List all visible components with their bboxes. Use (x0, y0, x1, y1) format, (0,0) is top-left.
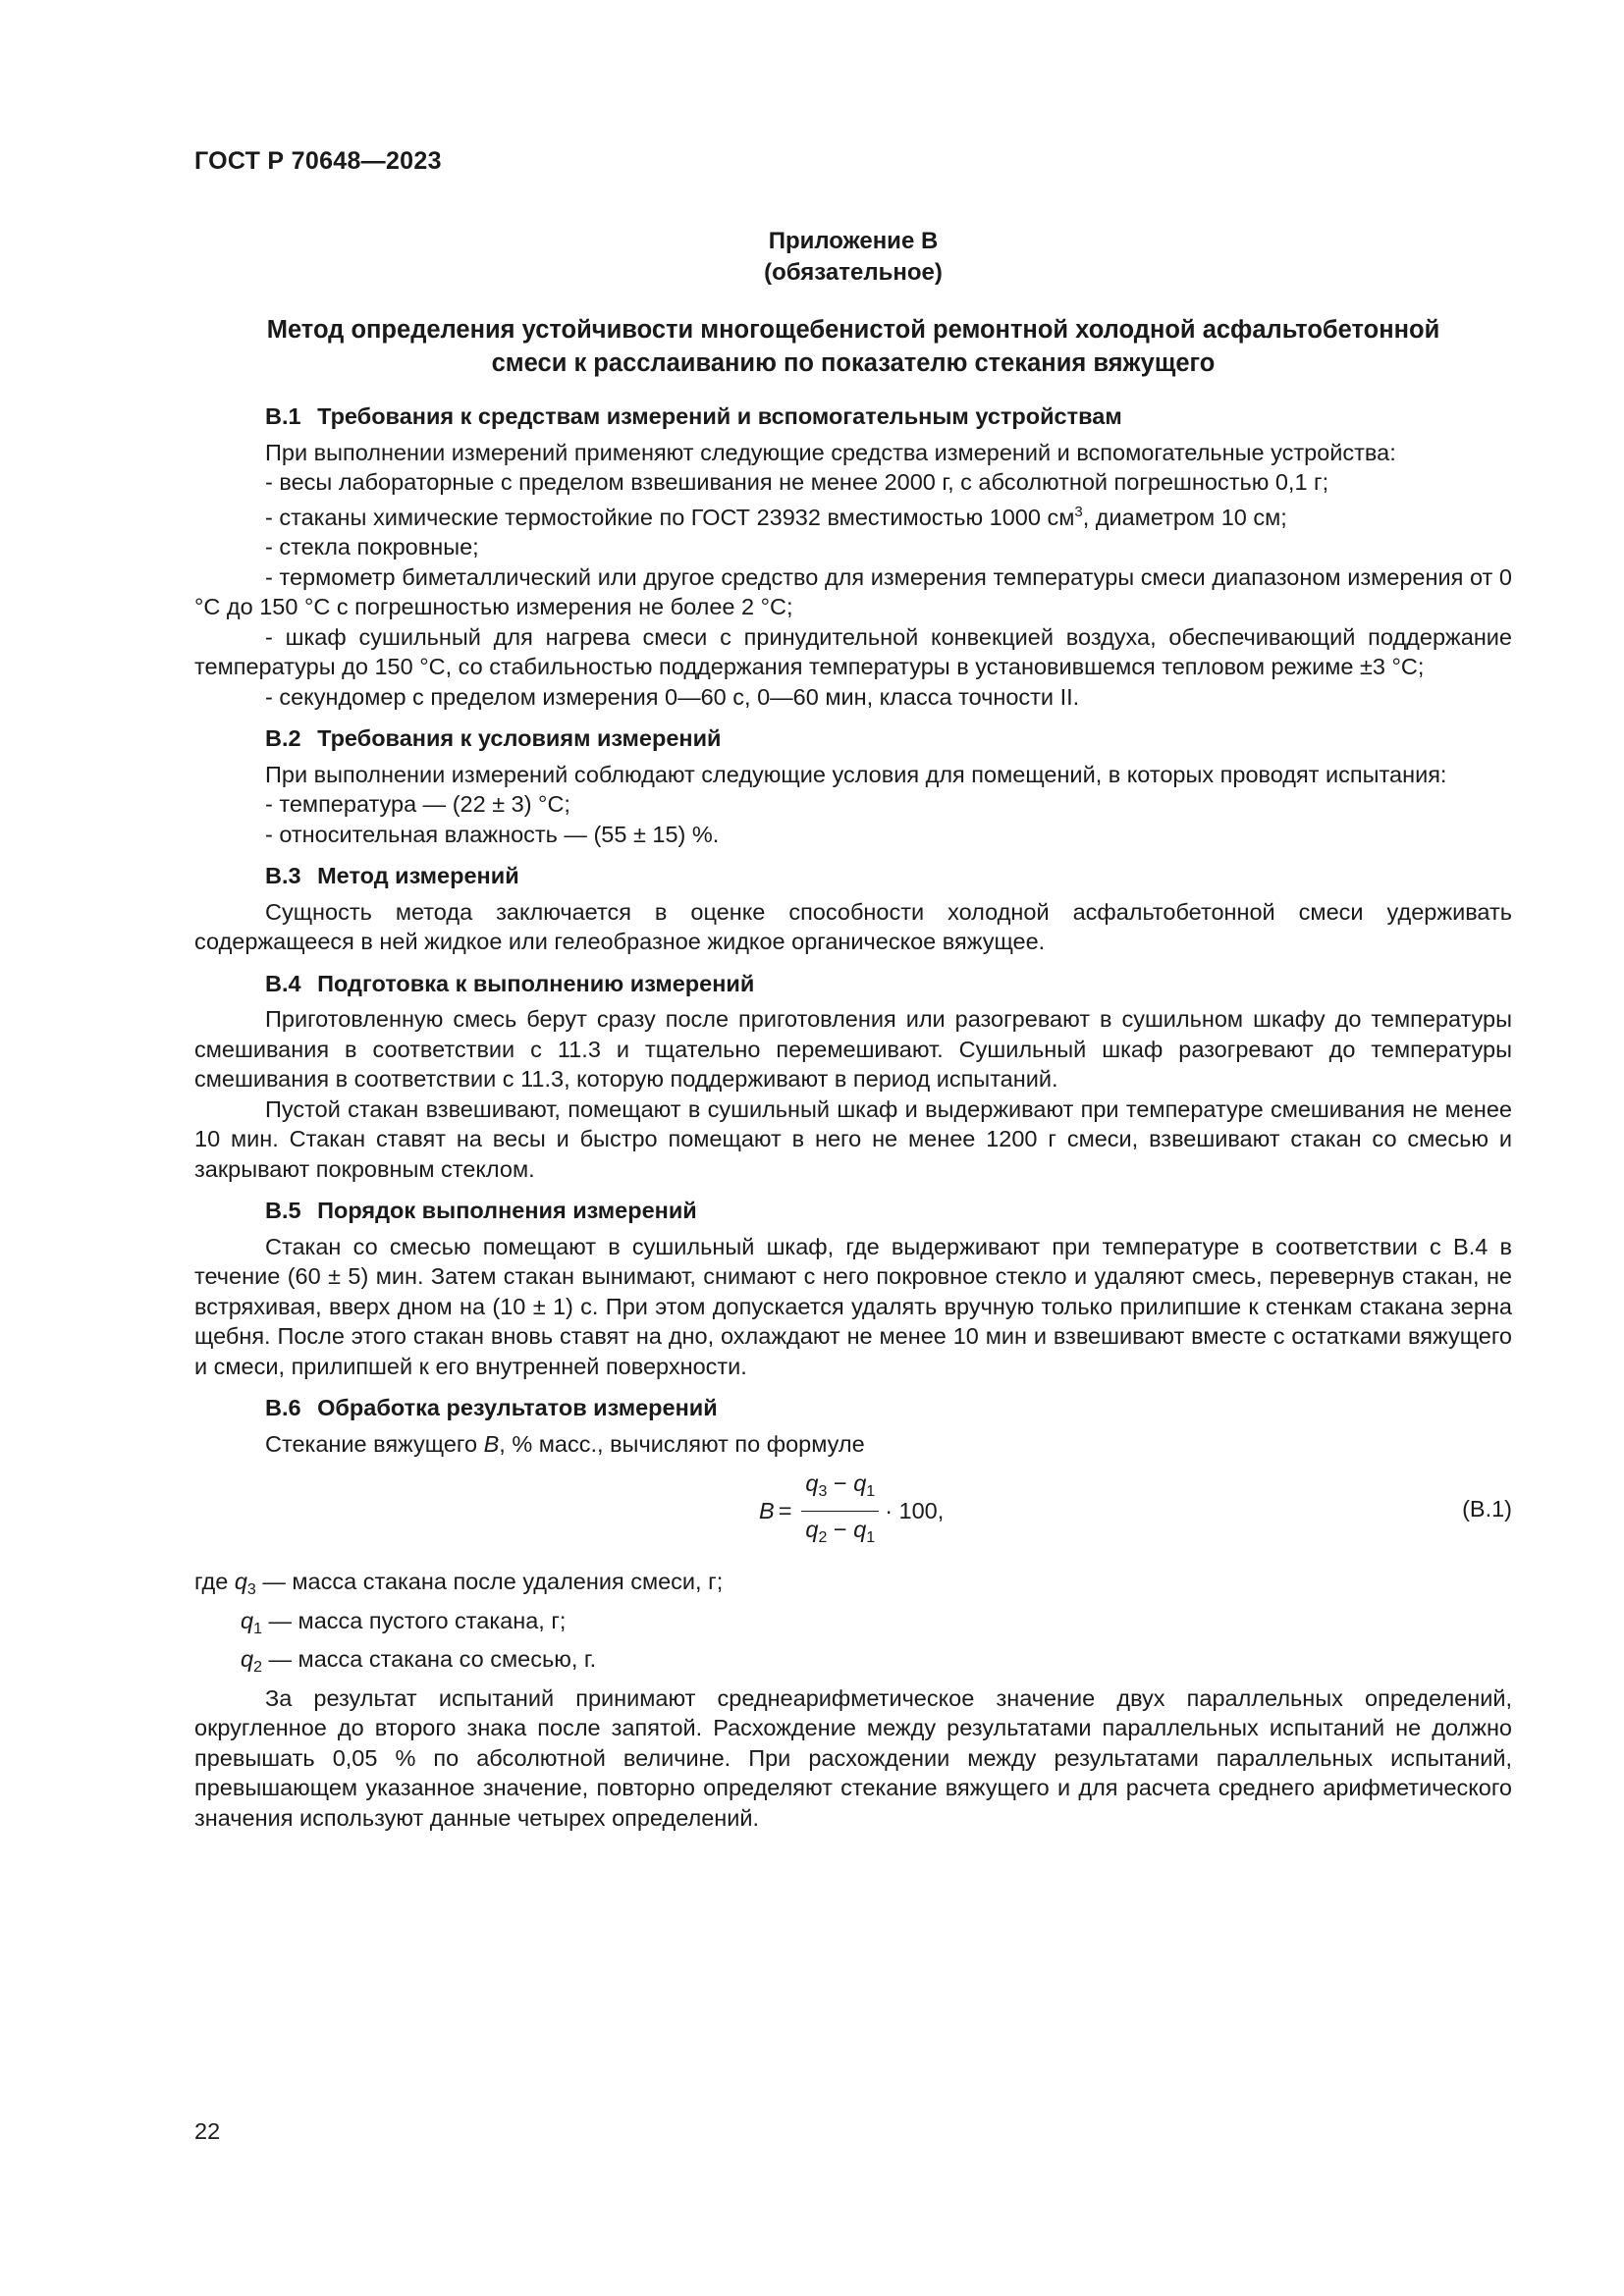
section-b4-paragraph2: Пустой стакан взвешивают, помещают в сушильный шкаф и выдерживают при температуре смешивания не менее 10 мин. Стакан ставят на весы и быстро помещают в него не менее 1200 г смеси, взвешивают стакан со смесью и закрывают покровным стеклом. (194, 1095, 1512, 1182)
section-b5-number: В.5 (265, 1198, 301, 1223)
where-prefix: где (194, 1569, 235, 1594)
section-b1-item4: - термометр биметаллический или другое средство для измерения температуры смеси диапазоном измерения от 0 °С до 150 °С с погрешностью измерения не более 2 °С; (194, 563, 1512, 619)
formula-equals: = (778, 1497, 792, 1523)
formula-denominator (801, 1512, 879, 1554)
numerator-var-a: q (805, 1470, 819, 1496)
section-b6-title: Обработка результатов измерений (317, 1395, 718, 1420)
denominator-operator: − (827, 1516, 854, 1542)
section-b6-intro-tail: , % масс., вычисляют по формуле (499, 1430, 865, 1457)
section-b4-paragraph1: Приготовленную смесь берут сразу после приготовления или разогревают в сушильном шкафу до температуры смешивания в соответствии с 11.3 и тщательно перемешивают. Сушильный шкаф разогревают до температуры смешивания в соответствии с 11.3, которую поддерживают в период испытаний. (194, 1006, 1512, 1092)
where-text-q3: — масса стакана после удаления смеси, г; (255, 1569, 724, 1594)
where-sub-q2: 2 (253, 1659, 262, 1676)
section-b4-heading (194, 969, 1512, 999)
standard-designation: ГОСТ Р 70648—2023 (194, 147, 442, 175)
section-b5-title: Порядок выполнения измерений (317, 1198, 697, 1223)
denominator-sub-a: 2 (818, 1528, 828, 1546)
numerator-operator: − (827, 1470, 854, 1496)
section-b1-item2-text: - стаканы химические термостойкие по ГОСТ 23932 вместимостью 1000 см (265, 504, 1075, 530)
denominator-var-b: q (853, 1516, 867, 1542)
denominator-var-a: q (805, 1516, 819, 1542)
denominator-sub-b: 1 (866, 1528, 876, 1546)
numerator-var-b: q (853, 1470, 867, 1496)
section-b1-item5: - шкаф сушильный для нагрева смеси с принудительной конвекцией воздуха, обеспечивающий поддержание температуры до 150 °С, со стабильностью поддержания температуры в установившемся тепловом режиме ±3 °С; (194, 623, 1512, 679)
section-b2-item2: - относительная влажность — (55 ± 15) %. (265, 821, 720, 847)
formula-expression (759, 1472, 944, 1549)
page-number: 22 (194, 2118, 221, 2144)
section-b3-heading (194, 861, 1512, 891)
where-q1 (194, 1606, 1512, 1645)
where-sub-q1: 1 (253, 1620, 262, 1637)
section-b1-heading (194, 401, 1512, 432)
formula-variable-b: B (483, 1430, 500, 1457)
where-sub-q3: 3 (246, 1581, 256, 1598)
section-b3-paragraph: Сущность метода заключается в оценке способности холодной асфальтобетонной смеси удерживать содержащееся в ней жидкое или гелеобразное жидкое органическое вяжущее. (194, 898, 1512, 954)
section-b1-title: Требования к средствам измерений и вспомогательным устройствам (317, 403, 1122, 429)
section-b5-heading (194, 1196, 1512, 1226)
section-b3-title: Метод измерений (317, 863, 519, 888)
section-b6-intro (194, 1429, 1512, 1460)
section-b1-intro: При выполнении измерений применяют следующие средства измерений и вспомогательные устройства: (265, 439, 1396, 465)
section-b6-result-paragraph: За результат испытаний принимают среднеарифметическое значение двух параллельных определений, округленное до второго знака после запятой. Расхождение между результатами параллельных испытаний не должно превышать 0,05 % по абсолютной величине. При расхождении между результатами параллельных испытаний, превышающем указанное значение, повторно определяют стекание вяжущего и для расчета среднего арифметического значения используют данные четырех определений. (194, 1684, 1512, 1831)
section-b1-item1: - весы лабораторные с пределом взвешивания не менее 2000 г, с абсолютной погрешностью 0,1 г; (265, 469, 1329, 495)
section-b6-intro-text: Стекание вяжущего (265, 1430, 484, 1457)
where-var-q1: q (241, 1607, 254, 1633)
annex-heading (194, 313, 1512, 380)
section-b3-number: В.3 (265, 863, 301, 888)
annex-heading-line2: смеси к расслаиванию по показателю стекания вяжущего (491, 349, 1216, 377)
section-b1-number: В.1 (265, 403, 301, 429)
where-text-q2: — масса стакана со смесью, г. (261, 1646, 597, 1672)
section-b2-heading (194, 723, 1512, 754)
formula-number: (В.1) (1462, 1496, 1512, 1522)
where-var-q2: q (241, 1646, 254, 1672)
section-b2-item1: - температура — (22 ± 3) °С; (265, 791, 570, 817)
section-b6-heading (194, 1393, 1512, 1423)
formula-b1 (194, 1472, 1512, 1549)
section-b6-number: В.6 (265, 1395, 301, 1420)
formula-multiplier: · 100, (885, 1497, 945, 1523)
section-b1-item2-tail: , диаметром 10 см; (1082, 504, 1287, 530)
section-b1-item6: - секундомер с пределом измерения 0—60 с, 0—60 мин, класса точности II. (265, 683, 1080, 710)
annex-content (194, 226, 1512, 1833)
section-b5-paragraph: Стакан со смесью помещают в сушильный шкаф, где выдерживают при температуре в соответствии с В.4 в течение (60 ± 5) мин. Затем стакан вынимают, снимают с него покровное стекло и удаляют смесь, перевернув стакан, не встряхивая, вверх дном на (10 ± 1) с. При этом допускается удалять вручную только прилипшие к стенкам стакана зерна щебня. После этого стакан вновь ставят на дно, охлаждают не менее 10 мин и взвешивают вместе с остатками вяжущего и смеси, прилипшей к его внутренней поверхности. (194, 1233, 1512, 1379)
section-b4-number: В.4 (265, 970, 301, 996)
where-q2 (194, 1644, 1512, 1683)
section-b1-item3: - стекла покровные; (265, 534, 479, 560)
section-b2-number: В.2 (265, 725, 301, 751)
formula-lhs: B (759, 1497, 775, 1523)
annex-title: Приложение В (768, 228, 939, 254)
formula-fraction (801, 1468, 879, 1553)
where-text-q1: — масса пустого стакана, г; (261, 1607, 567, 1633)
where-q3 (194, 1567, 1512, 1606)
formula-numerator (801, 1468, 879, 1512)
section-b1-item2-sup: 3 (1074, 503, 1083, 520)
numerator-sub-a: 3 (818, 1483, 828, 1500)
annex-status: (обязательное) (764, 259, 943, 286)
section-b4-title: Подготовка к выполнению измерений (317, 970, 755, 996)
section-b1-item2 (194, 498, 1512, 533)
section-b2-title: Требования к условиям измерений (317, 725, 722, 751)
numerator-sub-b: 1 (866, 1483, 876, 1500)
section-b2-intro: При выполнении измерений соблюдают следующие условия для помещений, в которых проводят испытания: (265, 761, 1447, 787)
where-var-q3: q (234, 1569, 247, 1594)
annex-heading-line1: Метод определения устойчивости многощебенистой ремонтной холодной асфальтобетонной (266, 316, 1440, 344)
